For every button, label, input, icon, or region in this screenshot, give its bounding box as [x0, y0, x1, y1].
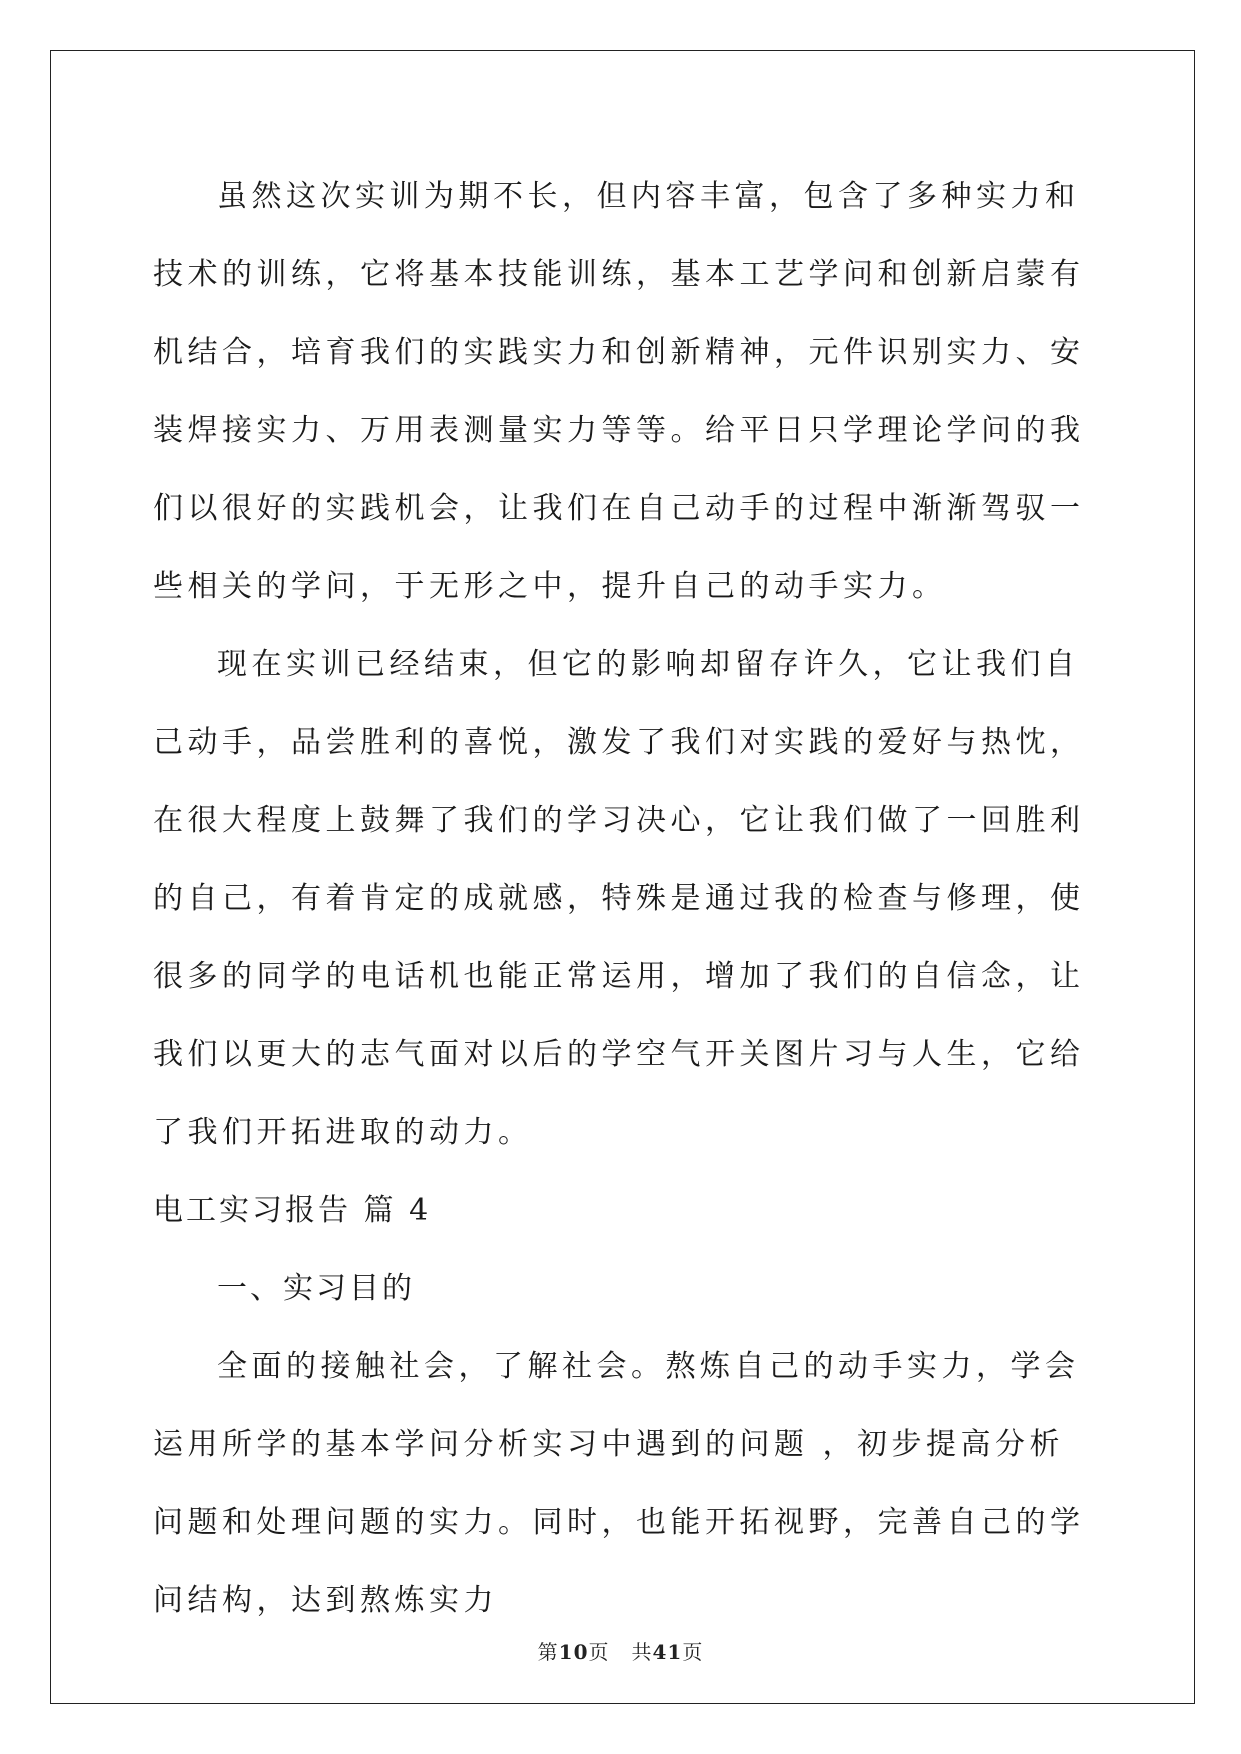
page-prefix: 第 [537, 1640, 559, 1664]
page-number: 10 [558, 1640, 589, 1664]
page-footer [0, 1636, 1241, 1665]
document-body [153, 158, 1093, 1640]
page-suffix: 页 [588, 1640, 610, 1664]
subsection-title: 一、实习目的 [217, 1271, 415, 1306]
section-title: 电工实习报告 篇 4 [153, 1193, 432, 1228]
paragraph-training-summary: 虽然这次实训为期不长，但内容丰富，包含了多种实力和技术的训练，它将基本技能训练，基本工艺学问和创新启蒙有机结合，培育我们的实践实力和创新精神，元件识别实力、安装焊接实力、万用表测量实力等等。给平日只学理论学问的我们以很好的实践机会，让我们在自己动手的过程中渐渐驾驭一些相关的学问，于无形之中，提升自己的动手实力。 [153, 179, 1085, 604]
paragraph-training-impact: 现在实训已经结束，但它的影响却留存许久，它让我们自己动手，品尝胜利的喜悦，激发了我们对实践的爱好与热忱，在很大程度上鼓舞了我们的学习决心，它让我们做了一回胜利的自己，有着肯定的成就感，特殊是通过我的检查与修理，使很多的同学的电话机也能正常运用，增加了我们的自信念，让我们以更大的志气面对以后的学空气开关图片习与人生，它给了我们开拓进取的动力。 [153, 647, 1085, 1150]
total-pages: 41 [652, 1640, 683, 1664]
total-prefix: 共 [631, 1640, 653, 1664]
total-suffix: 页 [682, 1640, 704, 1664]
paragraph-internship-purpose: 全面的接触社会，了解社会。熬炼自己的动手实力，学会运用所学的基本学问分析实习中遇到的问题 ，初步提高分析问题和处理问题的实力。同时，也能开拓视野，完善自己的学问结构，达到熬炼实力 [153, 1349, 1085, 1618]
